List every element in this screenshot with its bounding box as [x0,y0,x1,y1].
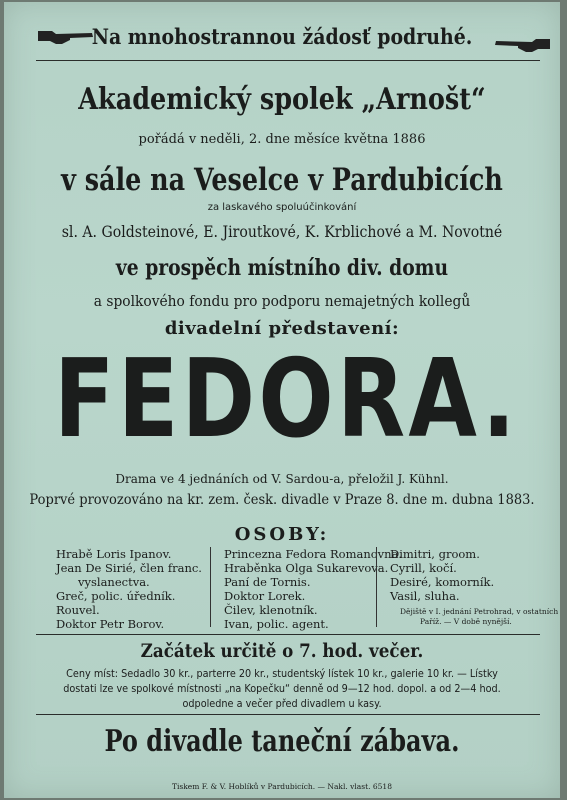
dance-line: Po divadle taneční zábava. [104,724,460,759]
cast-member: Dimitri, groom. [390,547,480,561]
fund-line: a spolkového fondu pro podporu nemajetných kollegů [93,292,471,310]
performance-line: divadelní představení: [164,318,400,339]
cast-member: Desiré, komorník. [390,575,495,589]
cast-member: Princezna Fedora Romanovna. [224,547,403,561]
performers-line: sl. A. Goldsteinové, E. Jiroutkové, K. Krblichové a M. Novotné [61,222,503,241]
top-rule [36,60,540,61]
drama-info: Drama ve 4 jednáních od V. Sardou-a, přeložil J. Kühnl. [115,472,449,486]
cast-column-1 [56,547,202,631]
poster-sheet [4,2,560,798]
start-time: Začátek určitě o 7. hod. večer. [140,640,424,662]
cast-member: Jean De Sirié, člen franc. [56,561,202,575]
printer-line: Tiskem F. & V. Hoblíků v Pardubicích. — Nakl. vlast. 6518 [172,782,392,791]
cast-member: Greč, polic. úředník. [56,589,176,603]
benefit-line: ve prospěch místního div. domu [115,255,449,281]
cast-member: Vasil, sluha. [390,589,460,603]
cast-member: Cyrill, kočí. [390,561,457,575]
cast-member: Hraběnka Olga Sukarevova. [224,561,389,575]
play-title: FEDORA. [54,337,519,462]
cast-member: Paní de Tornis. [224,575,311,589]
prices-line-1: Ceny míst: Sedadlo 30 kr., parterre 20 kr., studentský lístek 10 kr., galerie 10 kr. — Lístky [66,667,498,680]
cast-member: Doktor Lorek. [224,589,306,603]
middle-rule [36,634,540,635]
cast-member: Doktor Petr Borov. [56,617,165,631]
prices-line-2: dostati lze ve spolkové místnosti „na Kopečku“ denně od 9—12 hod. dopol. a od 2—4 hod. [63,682,501,695]
cooperation-line: za laskavého spoluúčinkování [207,202,357,213]
header-line: Na mnohostrannou žádosť podruhé. [91,24,473,49]
cast-member: Ivan, polic. agent. [224,617,329,631]
cast-member: Rouvel. [56,603,100,617]
cast-column-3 [390,547,558,627]
cast-member: Hrabě Loris Ipanov. [56,547,172,561]
setting-note: Paříž. — V době nynější. [420,617,512,626]
cast-divider [210,547,211,627]
cast-member: vyslanectva. [78,575,150,589]
society-name: Akademický spolek „Arnošt“ [78,82,486,117]
cast-heading: OSOBY: [234,524,330,545]
premiere-line: Poprvé provozováno na kr. zem. česk. divadle v Praze 8. dne m. dubna 1883. [29,492,535,508]
date-line: pořádá v neděli, 2. dne měsíce května 1886 [138,132,426,147]
cast-divider [376,547,377,627]
venue-line: v sále na Veselce v Pardubicích [61,162,503,198]
prices-line-3: odpoledne a večer před divadlem u kasy. [182,697,382,710]
setting-note: Dějiště v I. jednání Petrohrad, v ostatních [400,607,559,616]
lower-rule [36,714,540,715]
cast-member: Čilev, klenotník. [224,603,318,617]
